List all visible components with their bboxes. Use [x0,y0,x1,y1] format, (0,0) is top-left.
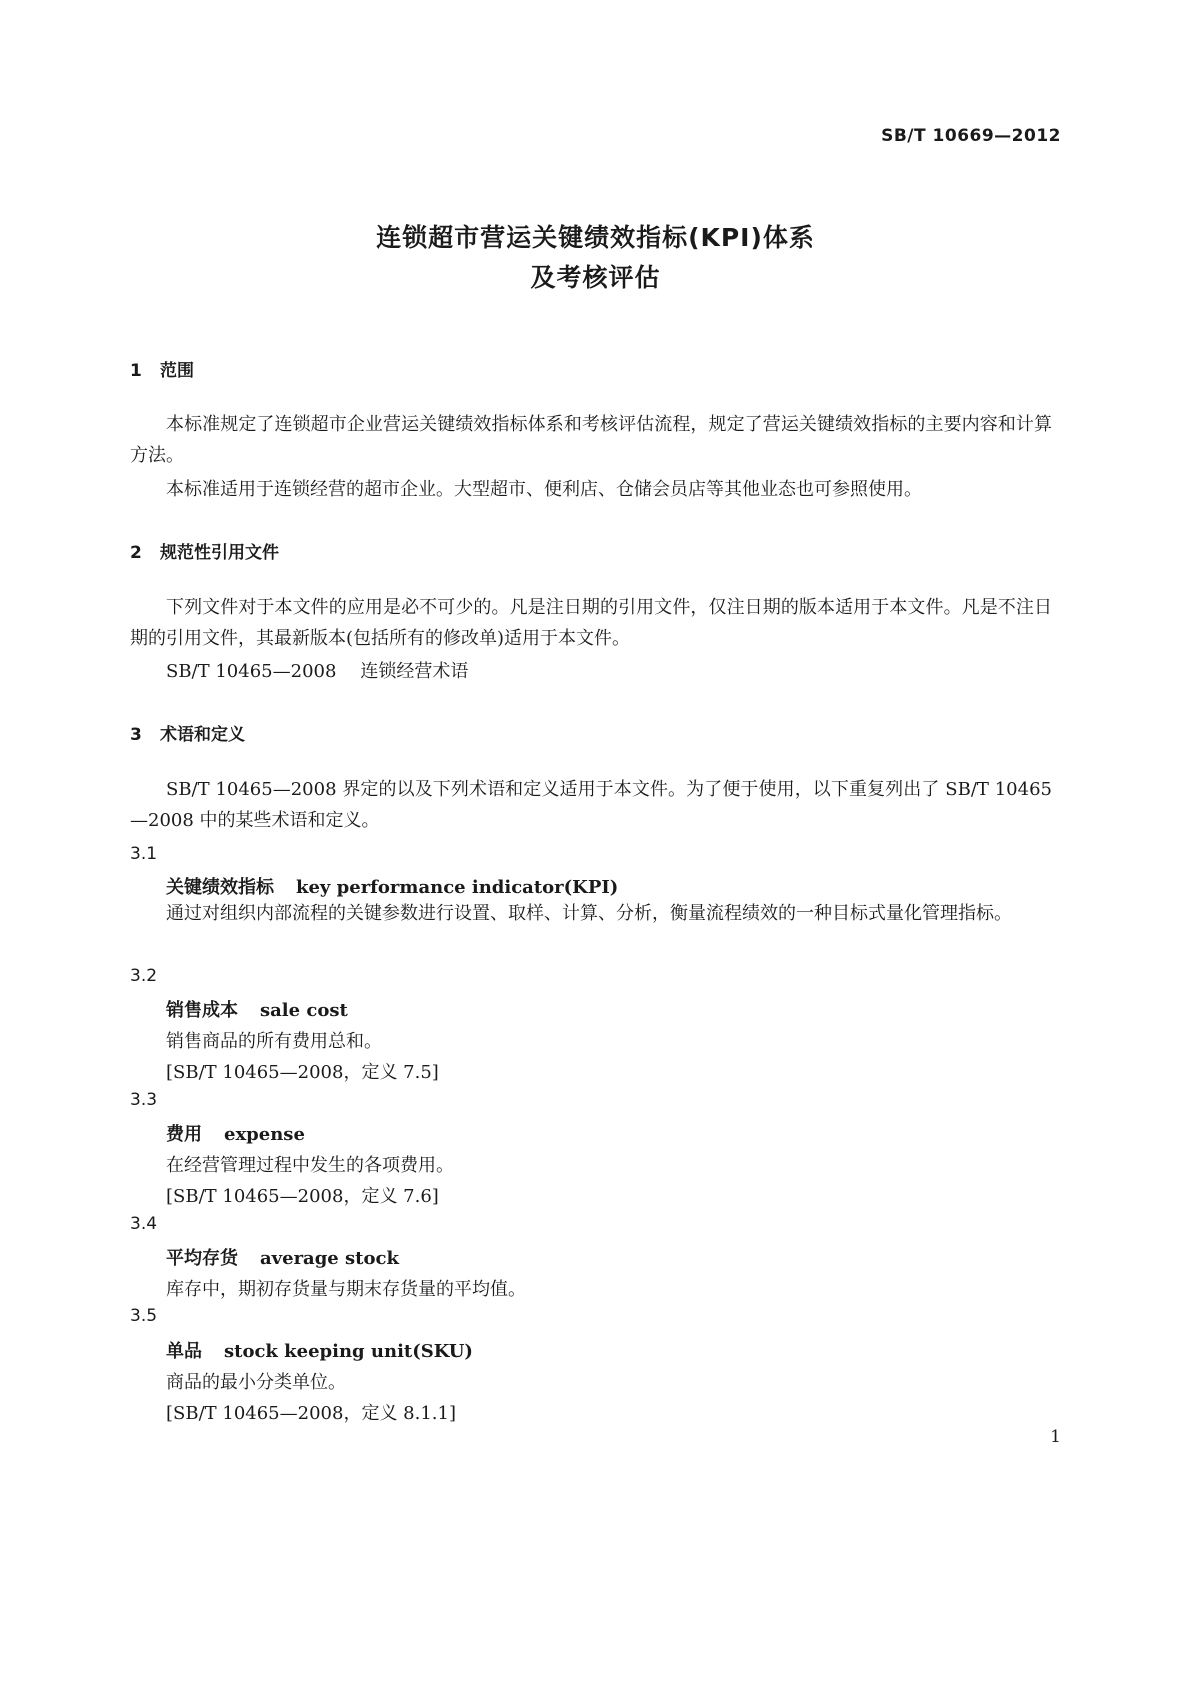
section-number: 1 [130,361,142,381]
term-definition: 库存中，期初存货量与期末存货量的平均值。 [166,1279,526,1300]
term-definition: 商品的最小分类单位。 [166,1372,346,1393]
term-source: [SB/T 10465—2008，定义 7.5] [166,1062,439,1083]
section-1-heading [130,356,194,381]
term-heading [166,1120,305,1146]
term-english: average stock [260,1248,399,1269]
clause-number: 3.5 [130,1306,158,1326]
term-source: [SB/T 10465—2008，定义 7.6] [166,1186,439,1207]
clause-number: 3.3 [130,1090,158,1110]
term-chinese: 关键绩效指标 [166,877,274,898]
section-number: 2 [130,543,142,563]
term-heading [166,1337,473,1363]
section-title: 范围 [160,361,194,381]
term-source: [SB/T 10465—2008，定义 8.1.1] [166,1403,456,1424]
clause-number: 3.2 [130,966,158,986]
page-number: 1 [1050,1427,1061,1447]
document-title-line-2: 及考核评估 [530,263,661,292]
term-chinese: 销售成本 [166,1000,238,1021]
section-2-heading [130,538,279,563]
term-chinese: 单品 [166,1341,202,1362]
section-1-paragraph-2: 本标准适用于连锁经营的超市企业。大型超市、便利店、仓储会员店等其他业态也可参照使用。 [166,479,922,500]
document-title-line-1: 连锁超市营运关键绩效指标(KPI)体系 [376,223,815,252]
term-definition: 销售商品的所有费用总和。 [166,1031,382,1052]
term-heading [166,1244,399,1270]
clause-number: 3.1 [130,844,158,864]
normative-reference [166,657,468,683]
term-heading [166,873,618,899]
term-definition: 通过对组织内部流程的关键参数进行设置、取样、计算、分析，衡量流程绩效的一种目标式量化管理指标。 [166,903,1012,924]
section-1-paragraph-1: 本标准规定了连锁超市企业营运关键绩效指标体系和考核评估流程，规定了营运关键绩效指标的主要内容和计算方法。 [130,414,1052,466]
reference-code: SB/T 10465—2008 [166,661,337,682]
term-english: expense [224,1124,305,1145]
reference-title: 连锁经营术语 [360,661,469,682]
section-3-paragraph-1: SB/T 10465—2008 界定的以及下列术语和定义适用于本文件。为了便于使用，以下重复列出了 SB/T 10465—2008 中的某些术语和定义。 [130,779,1052,831]
term-heading [166,996,348,1022]
section-title: 术语和定义 [160,725,245,745]
term-chinese: 平均存货 [166,1248,238,1269]
term-chinese: 费用 [166,1124,202,1145]
standard-code: SB/T 10669—2012 [881,126,1061,146]
section-number: 3 [130,725,142,745]
term-english: key performance indicator(KPI) [296,877,619,898]
term-definition: 在经营管理过程中发生的各项费用。 [166,1155,454,1176]
term-english: sale cost [260,1000,348,1021]
clause-number: 3.4 [130,1214,158,1234]
term-english: stock keeping unit(SKU) [224,1341,473,1362]
section-3-heading [130,720,245,745]
section-title: 规范性引用文件 [160,543,279,563]
section-2-paragraph-1: 下列文件对于本文件的应用是必不可少的。凡是注日期的引用文件，仅注日期的版本适用于本文件。凡是不注日期的引用文件，其最新版本(包括所有的修改单)适用于本文件。 [130,597,1052,649]
